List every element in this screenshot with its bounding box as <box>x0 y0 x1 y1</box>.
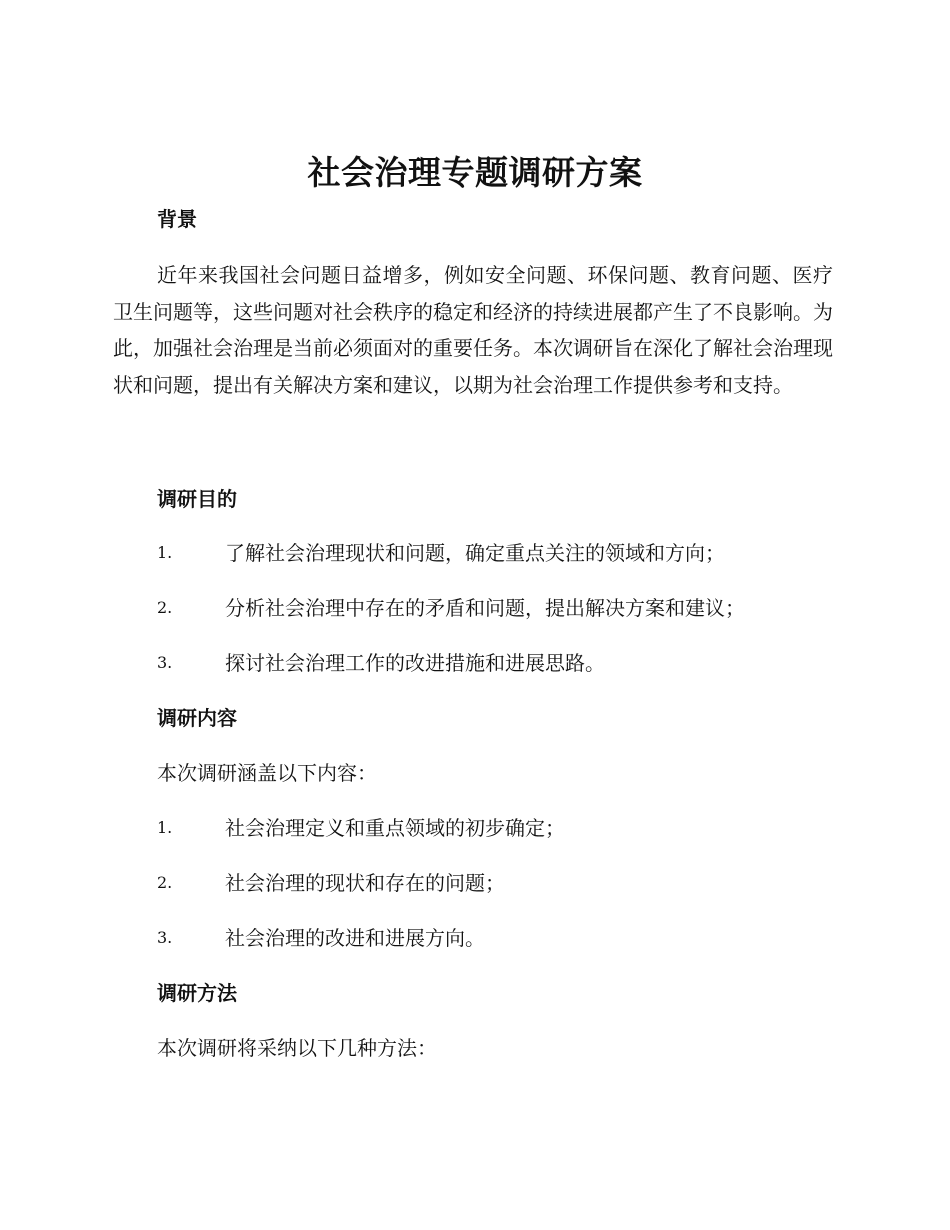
list-item-text: 了解社会治理现状和问题，确定重点关注的领域和方向； <box>225 541 725 565</box>
list-item-number: 2. <box>157 873 173 892</box>
method-intro: 本次调研将采纳以下几种方法： <box>157 1036 437 1060</box>
document-title: 社会治理专题调研方案 <box>307 153 643 192</box>
list-item-number: 2. <box>157 598 173 617</box>
list-item-number: 1. <box>157 818 173 837</box>
content-intro: 本次调研涵盖以下内容： <box>157 761 377 785</box>
background-paragraph: 近年来我国社会问题日益增多，例如安全问题、环保问题、教育问题、医疗卫生问题等，这些问题对社会秩序的稳定和经济的持续进展都产生了不良影响。为此，加强社会治理是当前必须面对的重要任务。本次调研旨在深化了解社会治理现状和问题，提出有关解决方案和建议，以期为社会治理工作提供参考和支持。 <box>113 263 833 397</box>
section-heading-method: 调研方法 <box>157 981 237 1005</box>
list-item-text: 社会治理的现状和存在的问题； <box>225 871 505 895</box>
list-item-number: 3. <box>157 653 173 672</box>
list-item-text: 分析社会治理中存在的矛盾和问题，提出解决方案和建议； <box>225 596 745 620</box>
list-item-text: 探讨社会治理工作的改进措施和进展思路。 <box>225 651 605 675</box>
section-heading-background: 背景 <box>157 207 197 231</box>
list-item-number: 3. <box>157 928 173 947</box>
section-heading-content: 调研内容 <box>157 706 237 730</box>
list-item-text: 社会治理定义和重点领域的初步确定； <box>225 816 565 840</box>
list-item-number: 1. <box>157 543 173 562</box>
section-heading-purpose: 调研目的 <box>157 487 237 511</box>
list-item-text: 社会治理的改进和进展方向。 <box>225 926 485 950</box>
